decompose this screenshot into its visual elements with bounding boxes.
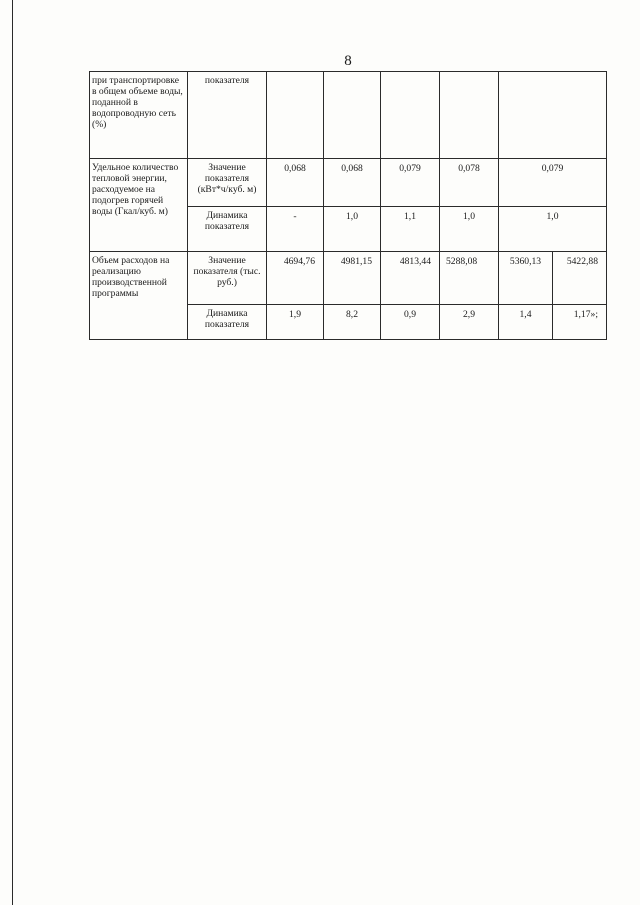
indicator-name-cell: Удельное количество тепловой энергии, расходуемое на подогрев горячей воды (Гкал/куб. м)	[90, 159, 188, 252]
table-row	[90, 252, 607, 305]
indicator-label-cell: показателя	[188, 72, 267, 159]
value-cell	[499, 72, 607, 159]
value-cell: 1,1	[381, 207, 440, 252]
value-cell	[440, 72, 499, 159]
value-cell: 1,17»;	[553, 305, 607, 340]
value-cell: 5360,13	[499, 252, 553, 305]
indicator-label-cell: Значение показателя (кВт*ч/куб. м)	[188, 159, 267, 207]
value-cell: 1,0	[499, 207, 607, 252]
page-number: 8	[344, 53, 352, 69]
indicator-name-cell: Объем расходов на реализацию производственной программы	[90, 252, 188, 340]
value-cell: 0,068	[267, 159, 324, 207]
value-cell: 2,9	[440, 305, 499, 340]
value-cell: 8,2	[324, 305, 381, 340]
value-cell: 5288,08	[440, 252, 499, 305]
value-cell: 0,079	[381, 159, 440, 207]
table-row	[90, 72, 607, 159]
indicators-table	[89, 71, 607, 340]
value-cell: 4813,44	[381, 252, 440, 305]
value-cell: 4981,15	[324, 252, 381, 305]
value-cell	[324, 72, 381, 159]
value-cell: 0,9	[381, 305, 440, 340]
indicators-table-wrapper	[89, 71, 606, 340]
value-cell: -	[267, 207, 324, 252]
value-cell: 1,0	[324, 207, 381, 252]
value-cell: 4694,76	[267, 252, 324, 305]
value-cell: 0,079	[499, 159, 607, 207]
indicator-label-cell: Динамика показателя	[188, 207, 267, 252]
value-cell: 5422,88	[553, 252, 607, 305]
indicator-label-cell: Динамика показателя	[188, 305, 267, 340]
value-cell: 0,068	[324, 159, 381, 207]
binding-margin-line	[12, 0, 13, 905]
indicator-label-cell: Значение показателя (тыс. руб.)	[188, 252, 267, 305]
value-cell	[381, 72, 440, 159]
value-cell: 0,078	[440, 159, 499, 207]
table-row	[90, 159, 607, 207]
value-cell	[267, 72, 324, 159]
value-cell: 1,9	[267, 305, 324, 340]
value-cell: 1,0	[440, 207, 499, 252]
value-cell: 1,4	[499, 305, 553, 340]
indicator-name-cell: при транспортировке в общем объеме воды, поданной в водопроводную сеть (%)	[90, 72, 188, 159]
